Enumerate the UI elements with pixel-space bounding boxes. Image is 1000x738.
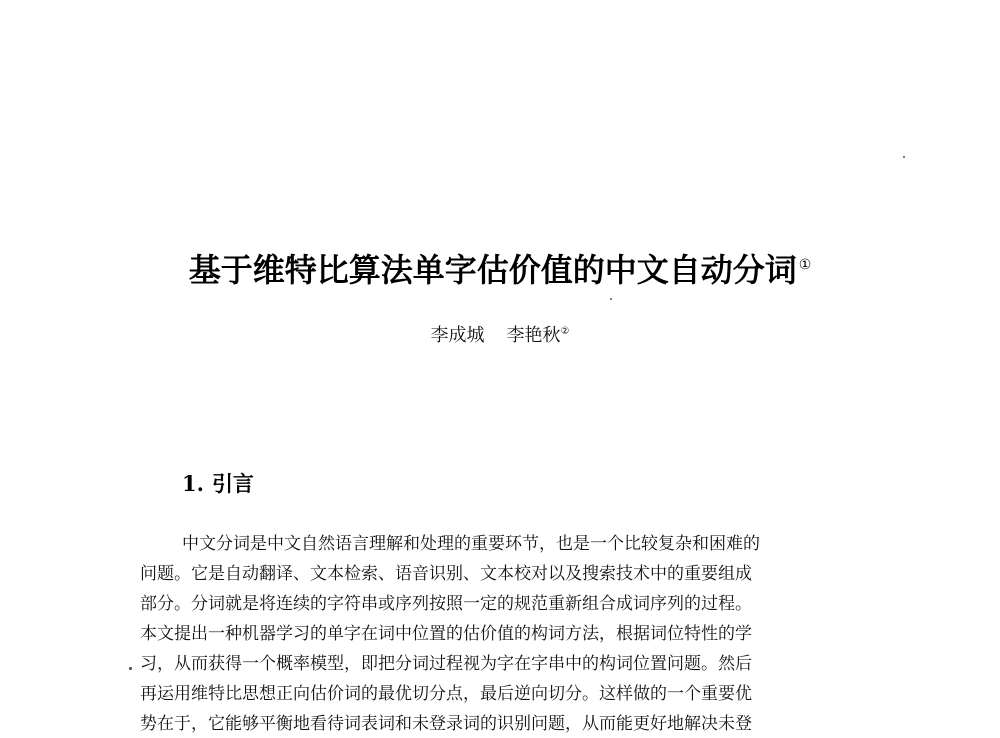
paper-title bbox=[150, 250, 850, 290]
author-line bbox=[300, 323, 700, 349]
scan-speck bbox=[129, 667, 132, 670]
body-paragraph bbox=[140, 529, 865, 738]
author-name: 李成城 bbox=[430, 325, 485, 346]
body-line: 部分。分词就是将连续的字符串或序列按照一定的规范重新组合成词序列的过程。 bbox=[140, 594, 752, 614]
section-heading bbox=[182, 470, 254, 498]
section-number: 1. bbox=[182, 471, 204, 496]
author-footnote-marker: ② bbox=[560, 326, 570, 337]
section-title: 引言 bbox=[211, 472, 254, 496]
body-line: 本文提出一种机器学习的单字在词中位置的估价值的构词方法，根据词位特性的学 bbox=[140, 624, 752, 644]
scan-speck bbox=[903, 156, 905, 158]
title-footnote-marker: ① bbox=[798, 257, 812, 274]
body-line: 中文分词是中文自然语言理解和处理的重要环节，也是一个比较复杂和困难的 bbox=[182, 534, 760, 554]
paper-title-text: 基于维特比算法单字估价值的中文自动分词 bbox=[188, 251, 797, 289]
body-line: 势在于，它能够平衡地看待词表词和未登录词的识别问题，从而能更好地解决未登 bbox=[140, 714, 752, 734]
body-line: 再运用维特比思想正向估价词的最优切分点，最后逆向切分。这样做的一个重要优 bbox=[140, 684, 752, 704]
body-line: 问题。它是自动翻译、文本检索、语音识别、文本校对以及搜索技术中的重要组成 bbox=[140, 564, 752, 584]
body-line: 习，从而获得一个概率模型，即把分词过程视为字在字串中的构词位置问题。然后 bbox=[140, 654, 752, 674]
author-name: 李艳秋 bbox=[506, 325, 561, 346]
scan-speck bbox=[610, 298, 612, 300]
